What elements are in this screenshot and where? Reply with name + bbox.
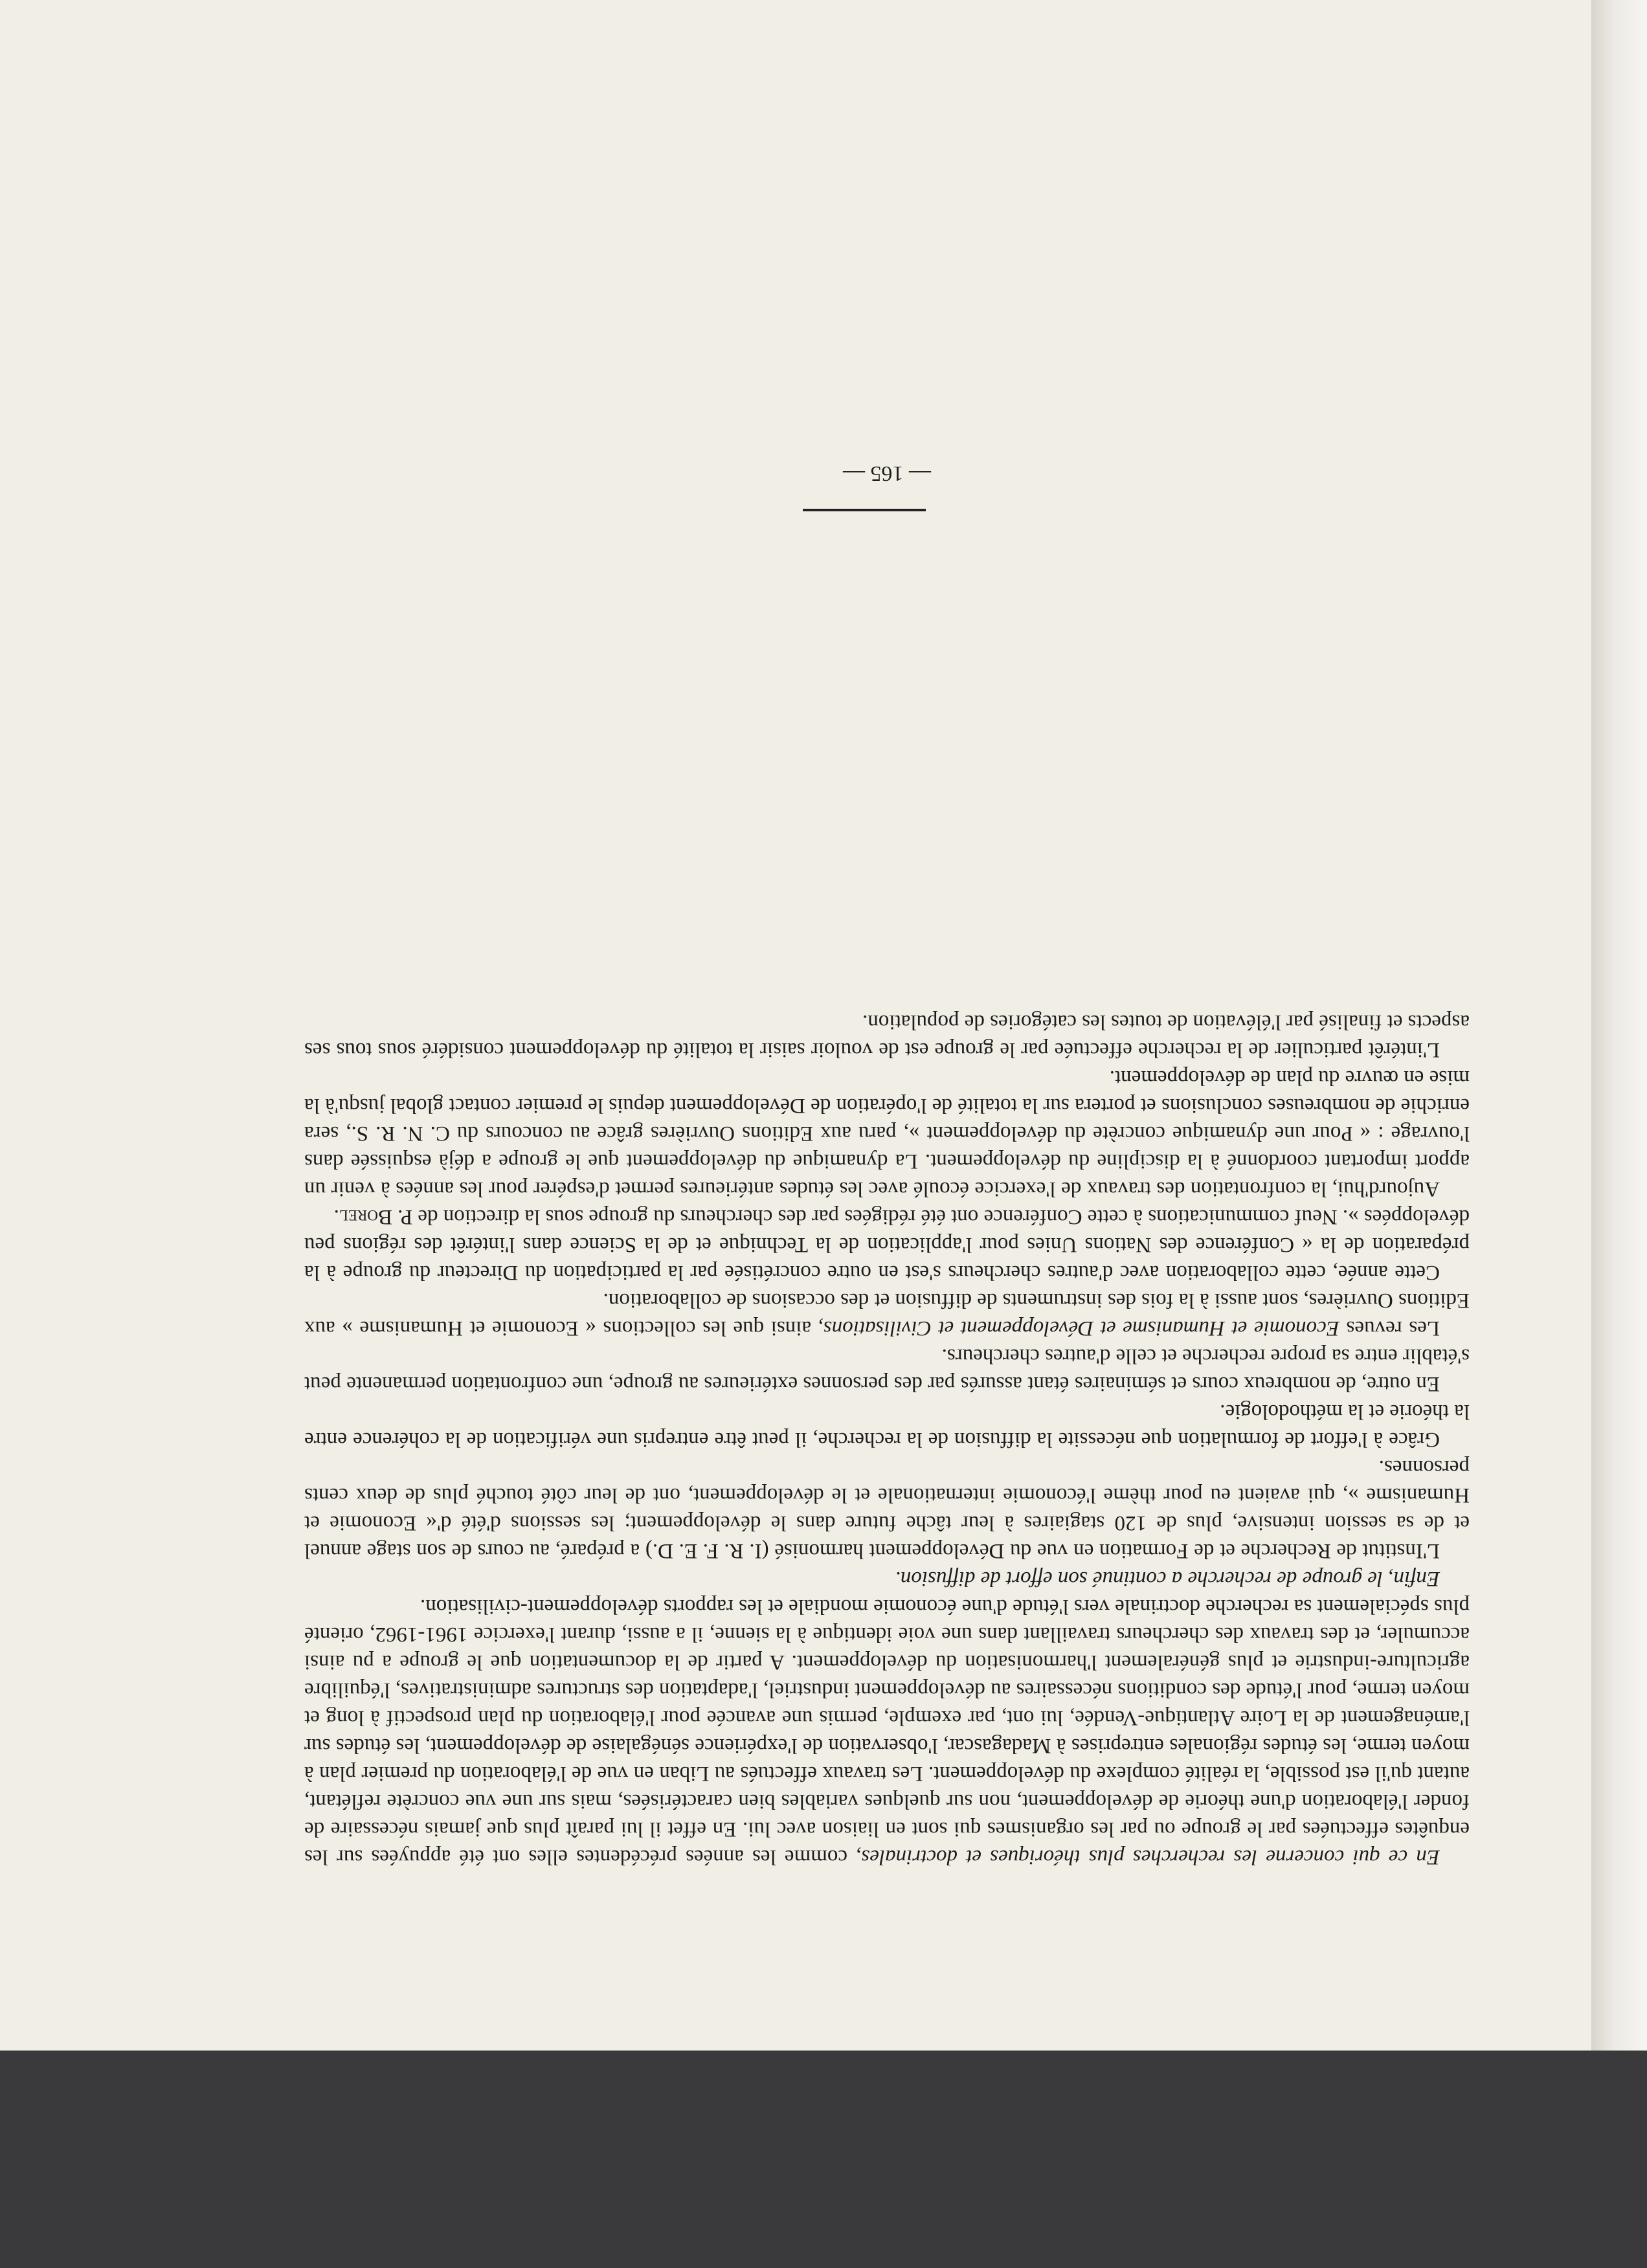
paragraph-2 [304,1564,1470,1592]
paragraph-6 [304,1286,1470,1342]
body-text [304,1008,1470,1871]
paragraph-2-lead: Enfin, le groupe de recherche a continué son effort de diffusion. [895,1567,1440,1590]
page-edge-shadow [1591,0,1647,2051]
paragraph-1-text: comme les années précédentes elles ont été appuyées sur les enquêtes effectuées par le groupe ou par les organismes qui sont en liaison avec lui. En effet il lui paraît plus que jamais nécessaire de fonder l'élaboration d'une théorie de développement, non sur quelques variables bien caractérisées, mais sur une vue concrète reflétant, autant qu'il est possible, la réalité complexe du développement. Les travaux effectués au Liban en vue de l'élaboration du premier plan à moyen terme, les études régionales entreprises à Madagascar, l'observation de l'expérience sénégalaise de développement, les études sur l'aménagement de la Loire Atlantique-Vendée, lui ont, par exemple, permis une avancée pour l'élaboration du plan prospectif à long et moyen terme, pour l'étude des conditions nécessaires au développement industriel, l'adaptation des structures administratives, l'équilibre agriculture-industrie et plus généralement l'harmonisation du développement. A partir de la documentation que le groupe a pu ainsi accumuler, et des travaux des chercheurs travaillant dans une voie identique à la sienne, il a aussi, durant l'exercice 1961-1962, orienté plus spécialement sa recherche doctrinale vers l'étude d'une économie mondiale et les rapports développement-civilisation. [304,1595,1470,1869]
paragraph-5 [304,1342,1470,1397]
paragraph-9 [304,1008,1470,1063]
paragraph-6-text: ainsi que les collections « Economie et Humanisme » aux Editions Ouvrières, sont aussi à la fois des instruments de diffusion et des occasions de collaboration. [304,1289,1470,1340]
paragraph-9-text: L'intérêt particulier de la recherche effectuée par le groupe est de vouloir saisir la totalité du développement considéré sous tous ses aspects et finalisé par l'élévation de toutes les catégories de population. [304,1010,1470,1062]
scanner-background [0,2051,1647,2268]
paragraph-1-lead: En ce qui concerne les recherches plus théoriques et doctrinales, [856,1845,1440,1869]
paragraph-6-italic: Economie et Humanisme et Développement et Civilisations, [818,1317,1339,1340]
closing-rule [803,509,926,511]
paragraph-3-text: L'Institut de Recherche et de Formation en vue du Développement harmonisé (I. R. F. E. D.) a préparé, au cours de son stage annuel et de sa session intensive, plus de 120 stagiaires à leur tâche future dans le développement; les sessions d'été d'« Economie et Humanisme », qui avaient eu pour thème l'économie internationale et le développement, ont de leur côté touché plus de deux cents personnes. [304,1456,1470,1562]
page-content-rotated [304,214,1470,1871]
paragraph-7-tail: . [333,1205,339,1228]
paragraph-7-author: Borel [339,1205,392,1228]
paragraph-3 [304,1453,1470,1564]
paragraph-8 [304,1063,1470,1203]
paragraph-8-text: Aujourd'hui, la confrontation des travaux de l'exercice écoulé avec les études antérieures permet d'espérer pour les années à venir un apport important coordonné à la discipline du développement. La dynamique du développement que le groupe a déjà esquissée dans l'ouvrage : « Pour une dynamique concrète du développement », paru aux Editions Ouvrières grâce au concours du C. N. R. S., sera enrichie de nombreuses conclusions et portera sur la totalité de l'opération de Développement depuis le premier contact global jusqu'à la mise en œuvre du plan de développement. [304,1066,1470,1201]
paragraph-5-text: En outre, de nombreux cours et séminaires étant assurés par des personnes extérieures au groupe, une confrontation permanente peut s'établir entre sa propre recherche et celle d'autres chercheurs. [304,1344,1470,1395]
paragraph-7 [304,1203,1470,1286]
paragraph-1 [304,1592,1470,1871]
paragraph-4 [304,1397,1470,1453]
paragraph-7-text: Cette année, cette collaboration avec d'autres chercheurs s'est en outre concrétisée par la participation du Directeur du groupe à la préparation de la « Conférence des Nations Unies pour l'application de la Technique et de la Science dans l'intérêt des régions peu développées ». Neuf communications à cette Conférence ont été rédigées par des chercheurs du groupe sous la direction de P. [304,1205,1470,1284]
paragraph-6-prefix: Les revues [1339,1317,1440,1340]
page-number: — 165 — [843,461,931,485]
paragraph-4-text: Grâce à l'effort de formulation que nécessite la diffusion de la recherche, il peut être entrepris une vérification de la cohérence entre la théorie et la méthodologie. [304,1400,1470,1451]
